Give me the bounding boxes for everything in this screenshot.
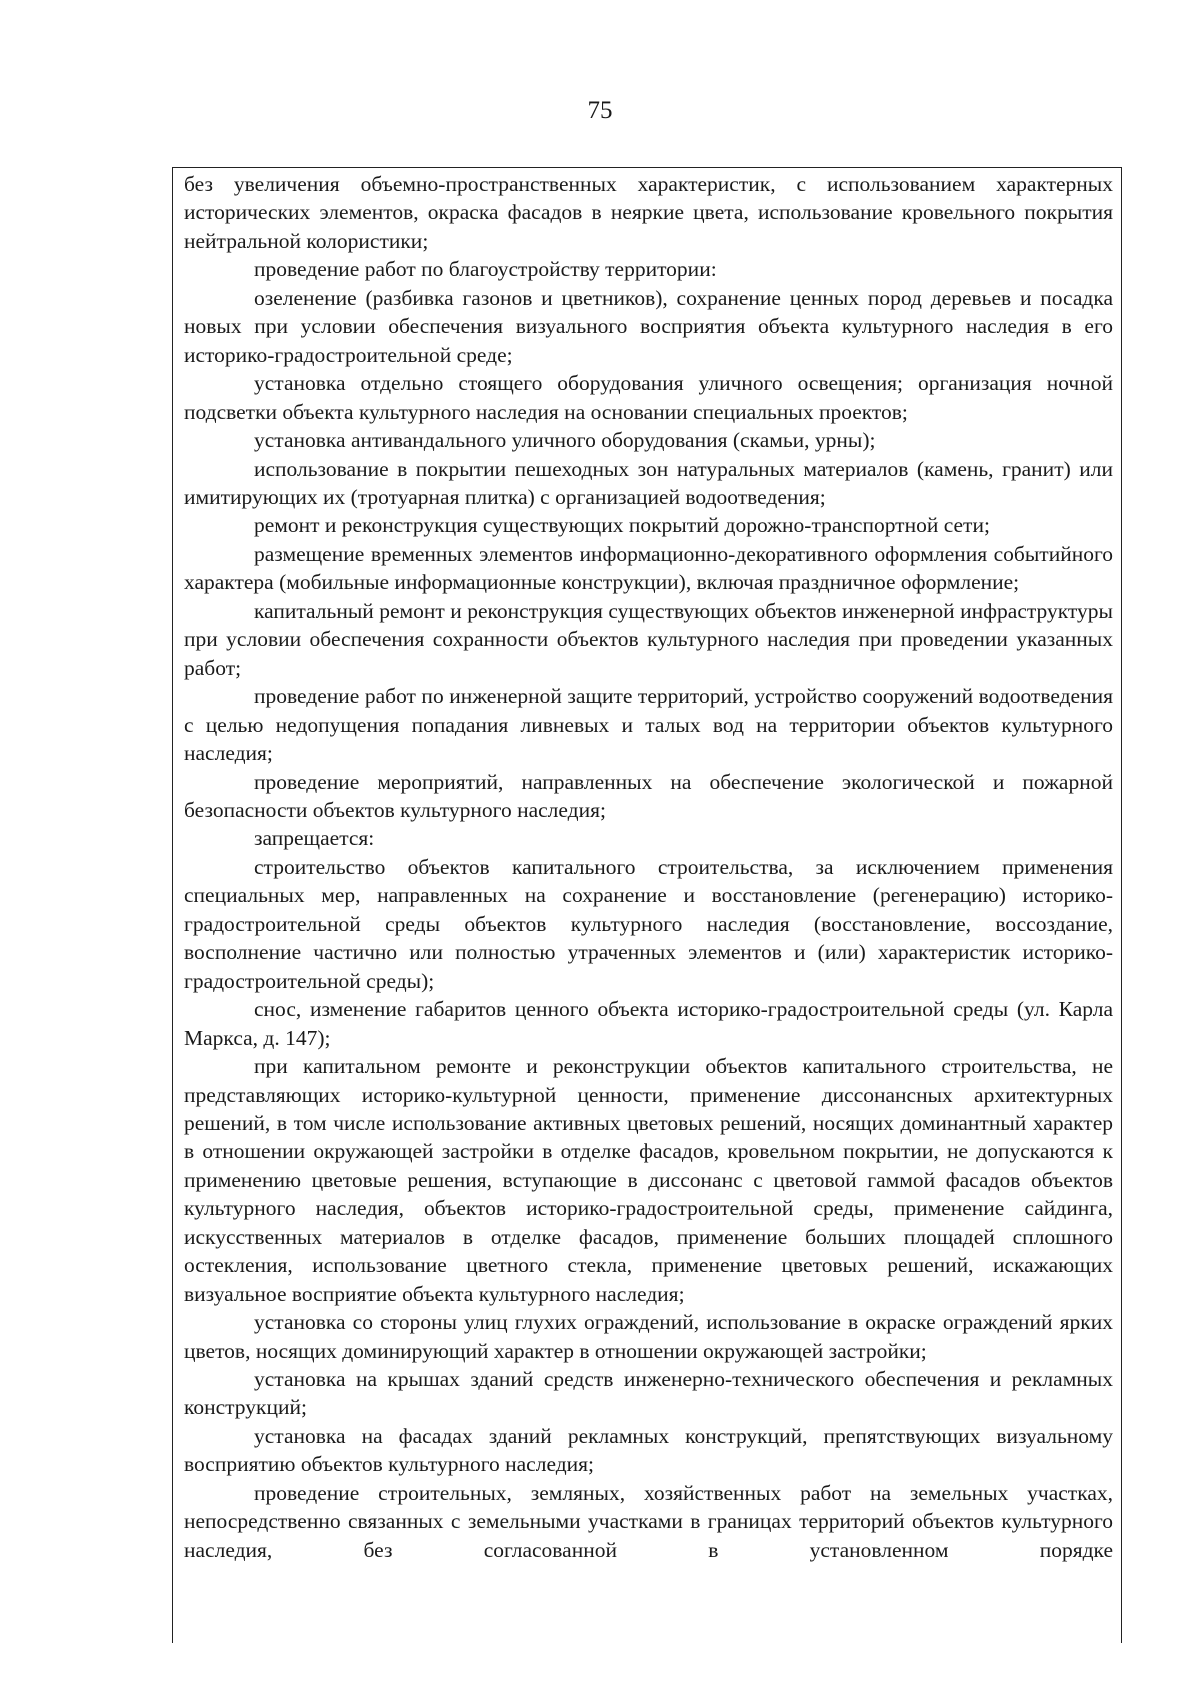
paragraph: строительство объектов капитального строительства, за исключением применения специальных мер, направленных на сохранение и восстановление (регенерацию) историко-градостроительной среды объектов культурного наследия (восстановление, воссоздание, восполнение частично или полностью утраченных элементов и (или) характеристик историко-градостроительной среды); [184,854,1113,993]
page-number: 75 [587,97,613,124]
paragraph: проведение мероприятий, направленных на обеспечение экологической и пожарной безопасности объектов культурного наследия; [184,769,1113,822]
paragraph: при капитальном ремонте и реконструкции объектов капитального строительства, не представляющих историко-культурной ценности, применение диссонансных архитектурных решений, в том числе использование активных цветовых решений, носящих доминантный характер в отношении окружающей застройки в отделке фасадов, кровельном покрытии, не допускаются к применению цветовые решения, вступающие в диссонанс с цветовой гаммой фасадов объектов культурного наследия, объектов историко-градостроительной среды, применение сайдинга, искусственных материалов в отделке фасадов, применение больших площадей сплошного остекления, использование цветного стекла, применение цветовых решений, искажающих визуальное восприятие объекта культурного наследия; [184,1054,1113,1306]
paragraph: снос, изменение габаритов ценного объекта историко-градостроительной среды (ул. Карла Маркса, д. 147); [184,997,1113,1050]
paragraph: озеленение (разбивка газонов и цветников), сохранение ценных пород деревьев и посадка новых при условии обеспечения визуального восприятия объекта культурного наследия в его историко-градостроительной среде; [184,285,1113,367]
paragraph: установка отдельно стоящего оборудования уличного освещения; организация ночной подсветки объекта культурного наследия на основании специальных проектов; [184,371,1113,424]
paragraph: проведение строительных, земляных, хозяйственных работ на земельных участках, непосредственно связанных с земельными участками в границах территорий объектов культурного наследия, без согласованной в установленном порядке [184,1480,1113,1562]
paragraph: без увеличения объемно-пространственных характеристик, с использованием характерных исторических элементов, окраска фасадов в неяркие цвета, использование кровельного покрытия нейтральной колористики; [184,172,1113,253]
paragraph: установка со стороны улиц глухих ограждений, использование в окраске ограждений ярких цветов, носящих доминирующий характер в отношении окружающей застройки; [184,1310,1113,1363]
paragraph: ремонт и реконструкция существующих покрытий дорожно-транспортной сети; [254,513,990,538]
paragraph: проведение работ по инженерной защите территорий, устройство сооружений водоотведения с целью недопущения попадания ливневых и талых вод на территории объектов культурного наследия; [184,684,1113,766]
paragraph: проведение работ по благоустройству территории: [254,257,717,282]
paragraph: размещение временных элементов информационно-декоративного оформления событийного характера (мобильные информационные конструкции), включая праздничное оформление; [184,541,1113,595]
paragraph: установка на фасадах зданий рекламных конструкций, препятствующих визуальному восприятию объектов культурного наследия; [184,1423,1113,1477]
paragraph: установка на крышах зданий средств инженерно-технического обеспечения и рекламных конструкций; [184,1367,1113,1420]
paragraph: запрещается: [254,826,375,851]
table-cell-frame [172,167,1122,1643]
paragraph: установка антивандального уличного оборудования (скамьи, урны); [254,428,876,453]
paragraph: капитальный ремонт и реконструкция существующих объектов инженерной инфраструктуры при условии обеспечения сохранности объектов культурного наследия при проведении указанных работ; [184,598,1113,680]
paragraph: использование в покрытии пешеходных зон натуральных материалов (камень, гранит) или имитирующих их (тротуарная плитка) с организацией водоотведения; [184,456,1113,509]
